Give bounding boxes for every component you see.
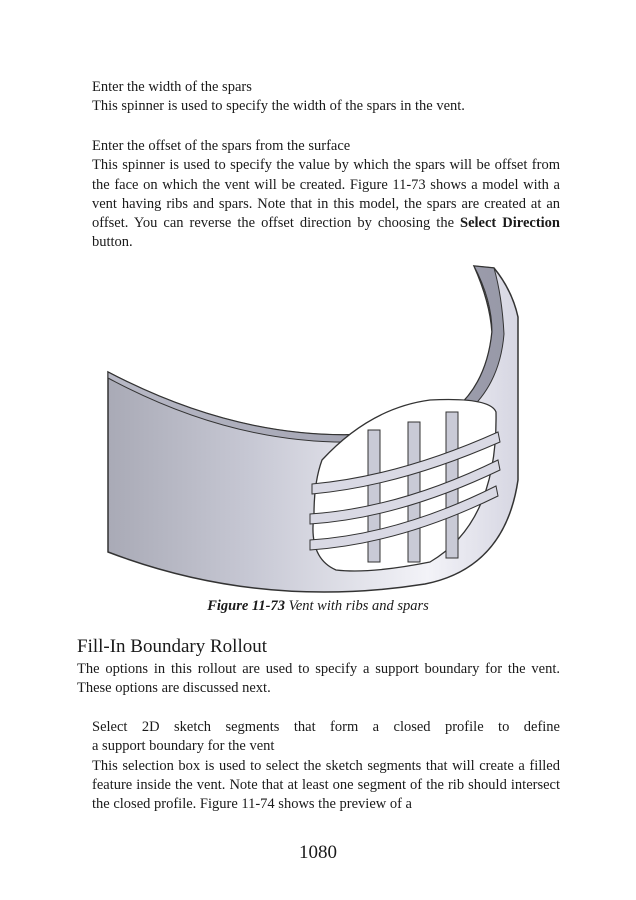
spar-offset-title: Enter the offset of the spars from the surface — [92, 138, 351, 154]
sketch-segments-body: This selection box is used to select the sketch segments that will create a filled feature inside the vent. Note that at least one segment of the rib should intersect the closed profile. Figure 11-74 shows the preview of a — [92, 757, 560, 813]
fill-in-boundary-heading: Fill-In Boundary Rollout — [77, 636, 267, 657]
spar-offset-body — [92, 156, 560, 252]
spar-width-section — [92, 78, 560, 117]
spar-offset-body-end: button. — [92, 234, 133, 251]
figure-caption-text: Vent with ribs and spars — [284, 598, 429, 614]
page-number: 1080 — [299, 842, 337, 863]
spar — [408, 422, 420, 562]
sketch-segments-section — [92, 718, 560, 814]
spar-offset-section — [92, 137, 560, 253]
figure-caption — [0, 598, 636, 615]
select-direction-term: Select Direction — [460, 215, 560, 232]
sketch-segments-title-line2: a support boundary for the vent — [92, 738, 275, 755]
spar-width-title: Enter the width of the spars — [92, 79, 252, 95]
spar-offset-body-text: This spinner is used to specify the value by which the spars will be offset from the face on which the vent will be created. Figure 11-73 shows a model with a vent having ribs and spars. Note that in this model, the spars are created at an offset. You can reverse the offset direction by choosing the — [92, 157, 560, 232]
fill-in-intro: The options in this rollout are used to specify a support boundary for the vent. These options are discussed next. — [77, 661, 560, 697]
sketch-segments-title-line1: Select 2D sketch segments that form a closed profile to define — [92, 719, 560, 735]
spar-width-body: This spinner is used to specify the width of the spars in the vent. — [92, 98, 465, 115]
spar — [368, 430, 380, 562]
figure-number: Figure 11-73 — [207, 598, 285, 614]
vent-model-figure — [100, 262, 530, 596]
